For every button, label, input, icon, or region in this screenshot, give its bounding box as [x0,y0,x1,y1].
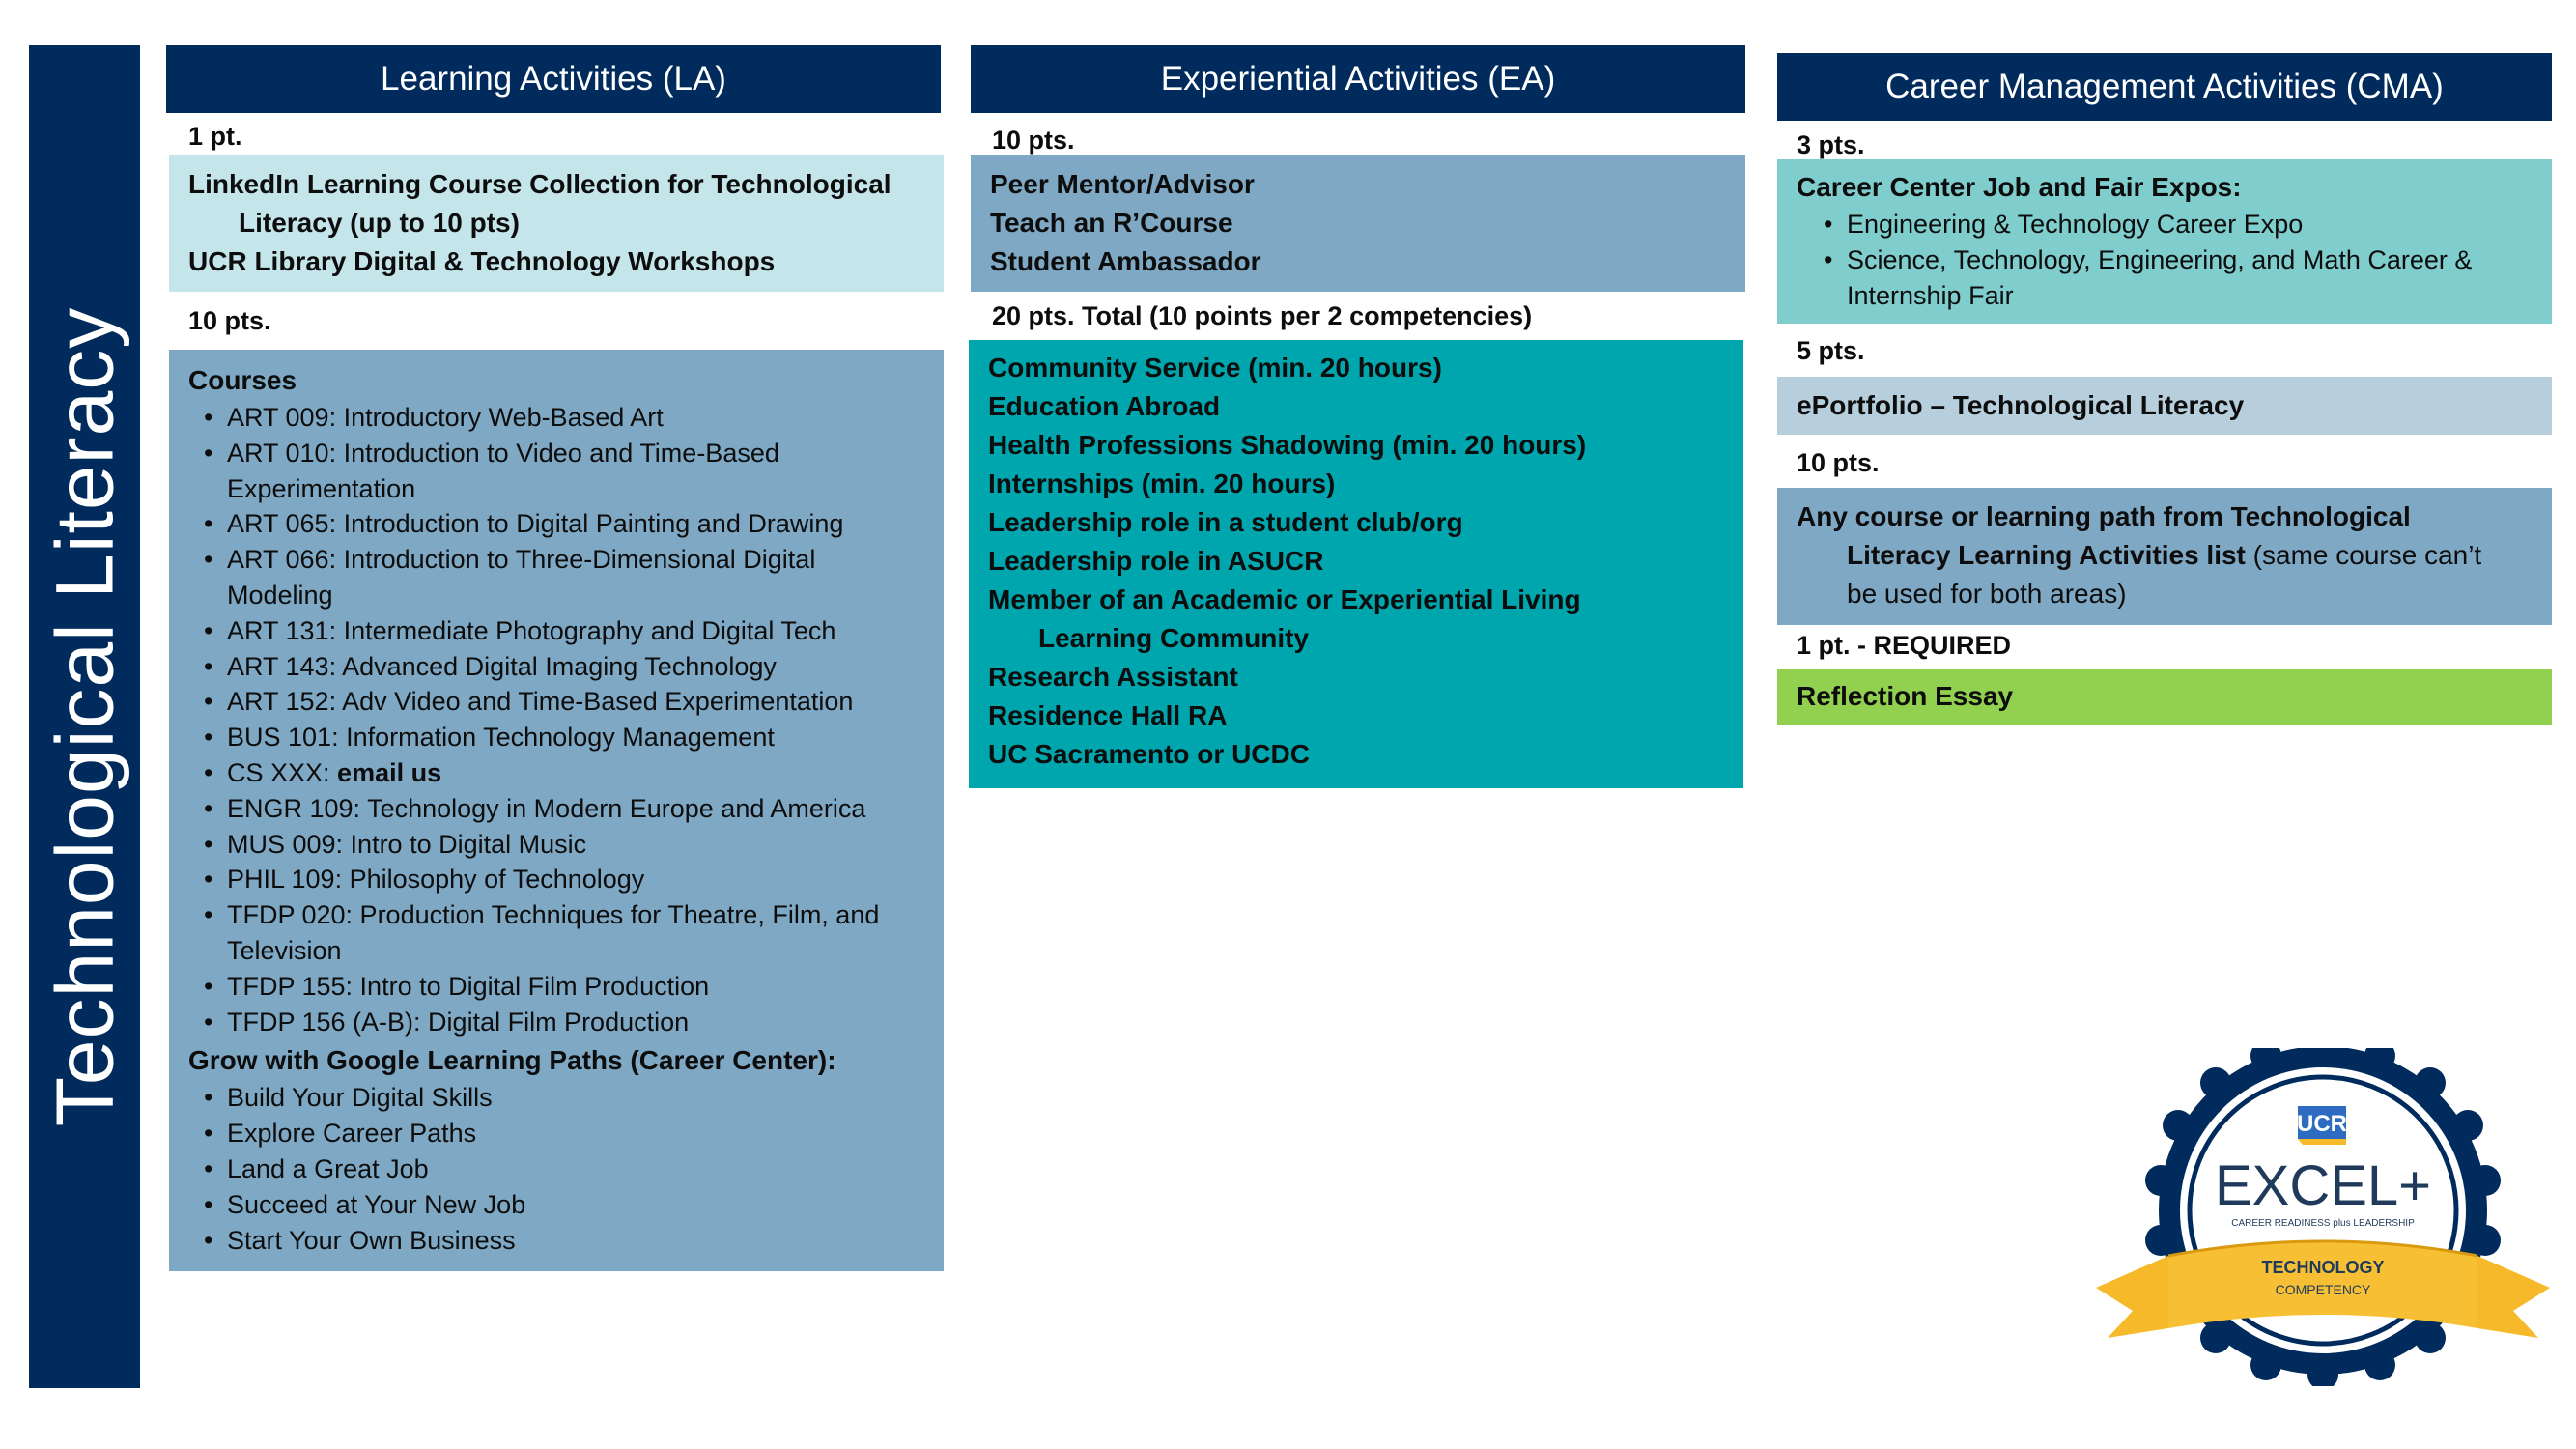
la-google-list [188,1080,924,1258]
badge-ribbon-line1: TECHNOLOGY [2261,1258,2385,1277]
list-item: • ART 131: Intermediate Photography and Digital Tech [227,613,924,649]
list-item: • ART 010: Introduction to Video and Time-Based Experimentation [227,436,924,507]
list-item: • PHIL 109: Philosophy of Technology [227,862,924,897]
la-header: Learning Activities (LA) [166,45,941,113]
cma-expos-heading: Career Center Job and Fair Expos: [1797,172,2242,202]
cma-expos-list [1797,207,2533,313]
cma-header: Career Management Activities (CMA) [1777,53,2552,121]
list-item: • ART 065: Introduction to Digital Painting and Drawing [227,506,924,542]
badge-tagline: CAREER READINESS plus LEADERSHIP [2231,1218,2415,1229]
list-item: • TFDP 155: Intro to Digital Film Production [227,969,924,1005]
list-item: • TFDP 020: Production Techniques for Theatre, Film, and Television [227,897,924,969]
list-item: Student Ambassador [990,246,1261,276]
la-linkedin-box [169,155,944,292]
la-points-1: 1 pt. [188,122,242,151]
list-item: Leadership role in ASUCR [988,546,1324,576]
la-courses-heading: Courses [188,365,297,395]
list-item: • Build Your Digital Skills [227,1080,924,1116]
list-item: • ART 143: Advanced Digital Imaging Technology [227,649,924,685]
side-banner [29,45,140,1388]
cma-expos-box [1777,159,2552,324]
la-course-list [188,400,924,1039]
list-item: Health Professions Shadowing (min. 20 hours) [988,430,1587,460]
cma-course-line2: Literacy Learning Activities list (same course can’t [1847,540,2482,570]
cma-eportfolio-label: ePortfolio – Technological Literacy [1797,390,2245,420]
la-library-line: UCR Library Digital & Technology Workshops [188,246,776,276]
ea-points-2: 20 pts. Total (10 points per 2 competencies) [992,301,1533,330]
list-item: Teach an R’Course [990,208,1233,238]
la-points-2: 10 pts. [188,306,271,335]
list-item: • Engineering & Technology Career Expo [1847,207,2533,242]
list-item: • Land a Great Job [227,1151,924,1187]
list-item: Internships (min. 20 hours) [988,469,1336,498]
list-item: • Succeed at Your New Job [227,1187,924,1223]
list-item: • Start Your Own Business [227,1223,924,1259]
side-title: Technological Literacy [39,306,129,1127]
list-item: • CS XXX: email us [227,755,924,791]
la-courses-box [169,350,944,1271]
cma-course-line3: be used for both areas) [1847,579,2127,609]
la-linkedin-line1: LinkedIn Learning Course Collection for Technological [188,169,892,199]
ucr-logo [2297,1106,2347,1145]
cma-course-box [1777,488,2552,625]
list-item: • ART 066: Introduction to Three-Dimensional Digital Modeling [227,542,924,613]
cma-points-2: 5 pts. [1797,336,1865,365]
cma-course-line1: Any course or learning path from Technological [1797,501,2411,531]
badge-ribbon-line2: COMPETENCY [2275,1282,2371,1297]
list-item: • ART 152: Adv Video and Time-Based Experimentation [227,684,924,720]
cma-points-4: 1 pt. - REQUIRED [1797,631,2012,660]
list-item: UC Sacramento or UCDC [988,739,1310,769]
ea-mentor-box [971,155,1745,292]
list-item: • MUS 009: Intro to Digital Music [227,827,924,863]
cma-points-3: 10 pts. [1797,448,1880,477]
list-item: • Science, Technology, Engineering, and Math Career & Internship Fair [1847,242,2533,314]
list-item: • BUS 101: Information Technology Management [227,720,924,755]
list-item: • TFDP 156 (A-B): Digital Film Production [227,1005,924,1040]
list-item: Leadership role in a student club/org [988,507,1463,537]
svg-text:UCR: UCR [2297,1111,2347,1137]
ea-points-1: 10 pts. [992,126,1075,155]
la-linkedin-line2: Literacy (up to 10 pts) [239,208,520,238]
list-item: • ART 009: Introductory Web-Based Art [227,400,924,436]
cma-reflection-box [1777,669,2552,724]
list-item: • ENGR 109: Technology in Modern Europe and America [227,791,924,827]
list-item: Community Service (min. 20 hours) [988,353,1442,383]
excel-technology-badge [2096,1048,2550,1386]
list-item: Education Abroad [988,391,1221,421]
badge-title: EXCEL+ [2214,1154,2432,1217]
list-item: Member of an Academic or Experiential Living [988,584,1581,614]
ea-activities-box [969,340,1743,788]
list-item: • Explore Career Paths [227,1116,924,1151]
email-us-link[interactable]: email us [337,757,442,787]
la-google-heading: Grow with Google Learning Paths (Career Center): [188,1045,836,1076]
list-item: Residence Hall RA [988,700,1228,730]
list-item: Peer Mentor/Advisor [990,169,1255,199]
list-item: Learning Community [1038,623,1310,653]
cma-points-1: 3 pts. [1797,130,1865,159]
ea-header: Experiential Activities (EA) [971,45,1745,113]
cma-reflection-label: Reflection Essay [1797,681,2014,711]
cma-eportfolio-box [1777,377,2552,435]
list-item: Research Assistant [988,662,1238,692]
